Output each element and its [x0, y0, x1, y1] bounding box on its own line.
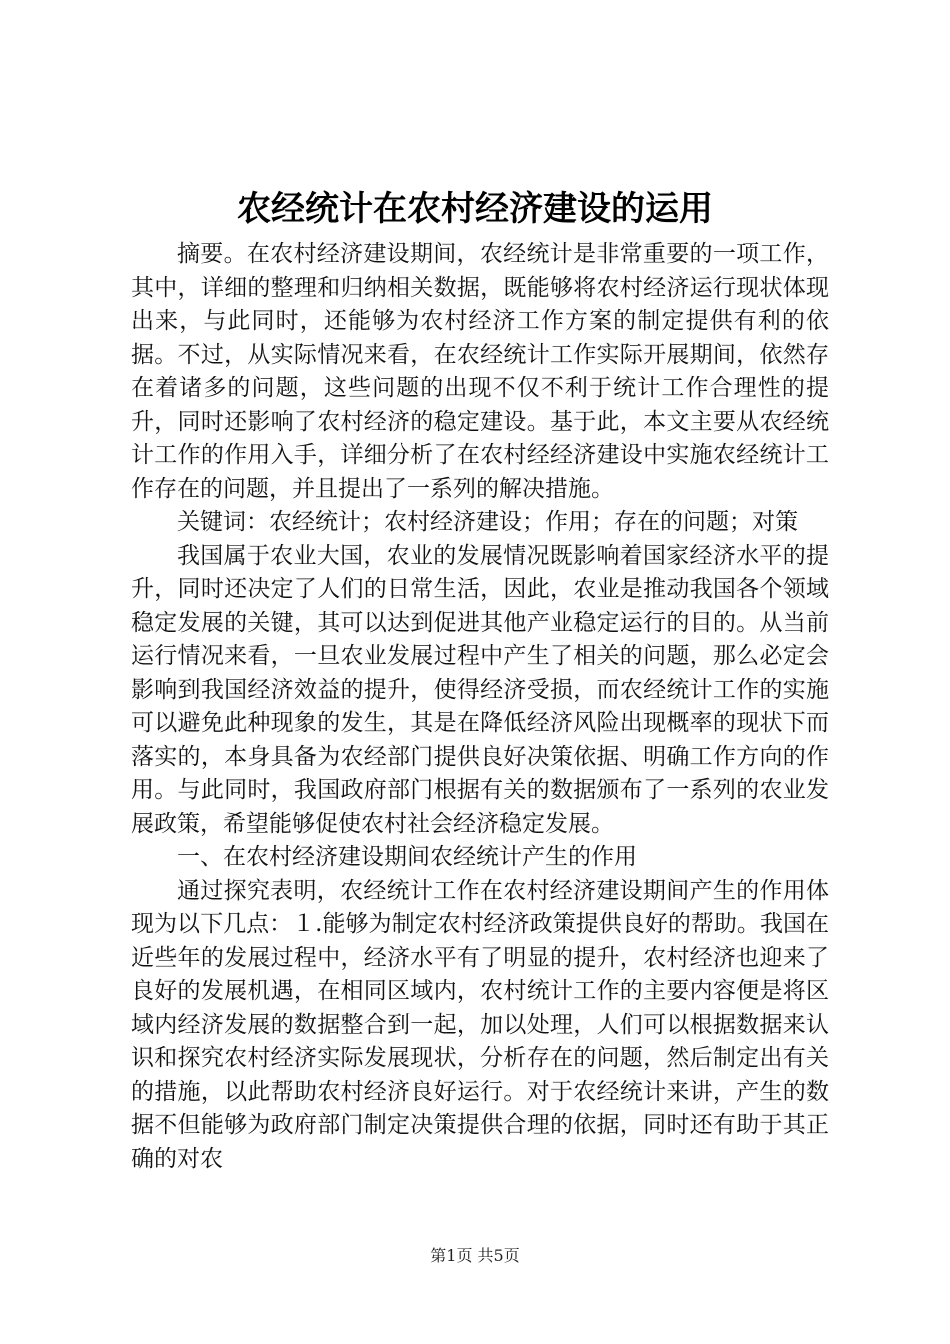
section-paragraph: 通过探究表明，农经统计工作在农村经济建设期间产生的作用体现为以下几点：１.能够为制定农村经济政策提供良好的帮助。我国在近些年的发展过程中，经济水平有了明显的提升，农村经济也迎来了良好的发展机遇，在相同区域内，农村统计工作的主要内容便是将区域内经济发展的数据整合到一起，加以处理，人们可以根据数据来认识和探究农村经济实际发展现状，分析存在的问题，然后制定出有关的措施，以此帮助农村经济良好运行。对于农经统计来讲，产生的数据不但能够为政府部门制定决策提供合理的依据，同时还有助于其正确的对农: [131, 877, 829, 1172]
document-title: 农经统计在农村经济建设的运用: [237, 189, 713, 229]
page-footer: 第1页 共5页: [430, 1246, 520, 1265]
document-body: [131, 238, 829, 1176]
intro-paragraph: 我国属于农业大国，农业的发展情况既影响着国家经济水平的提升，同时还决定了人们的日常生活，因此，农业是推动我国各个领域稳定发展的关键，其可以达到促进其他产业稳定运行的目的。从当前运行情况来看，一旦农业发展过程中产生了相关的问题，那么必定会影响到我国经济效益的提升，使得经济受损，而农经统计工作的实施可以避免此种现象的发生，其是在降低经济风险出现概率的现状下而落实的，本身具备为农经部门提供良好决策依据、明确工作方向的作用。与此同时，我国政府部门根据有关的数据颁布了一系列的农业发展政策，希望能够促使农村社会经济稳定发展。: [131, 542, 829, 837]
keywords-paragraph: 关键词：农经统计；农村经济建设；作用；存在的问题；对策: [177, 509, 798, 535]
section-heading: 一、在农村经济建设期间农经统计产生的作用: [177, 844, 637, 870]
abstract-paragraph: 摘要。在农村经济建设期间，农经统计是非常重要的一项工作，其中，详细的整理和归纳相关数据，既能够将农村经济运行现状体现出来，与此同时，还能够为农村经济工作方案的制定提供有利的依据。不过，从实际情况来看，在农经统计工作实际开展期间，依然存在着诸多的问题，这些问题的出现不仅不利于统计工作合理性的提升，同时还影响了农村经济的稳定建设。基于此，本文主要从农经统计工作的作用入手，详细分析了在农村经经济建设中实施农经统计工作存在的问题，并且提出了一系列的解决措施。: [131, 241, 829, 502]
